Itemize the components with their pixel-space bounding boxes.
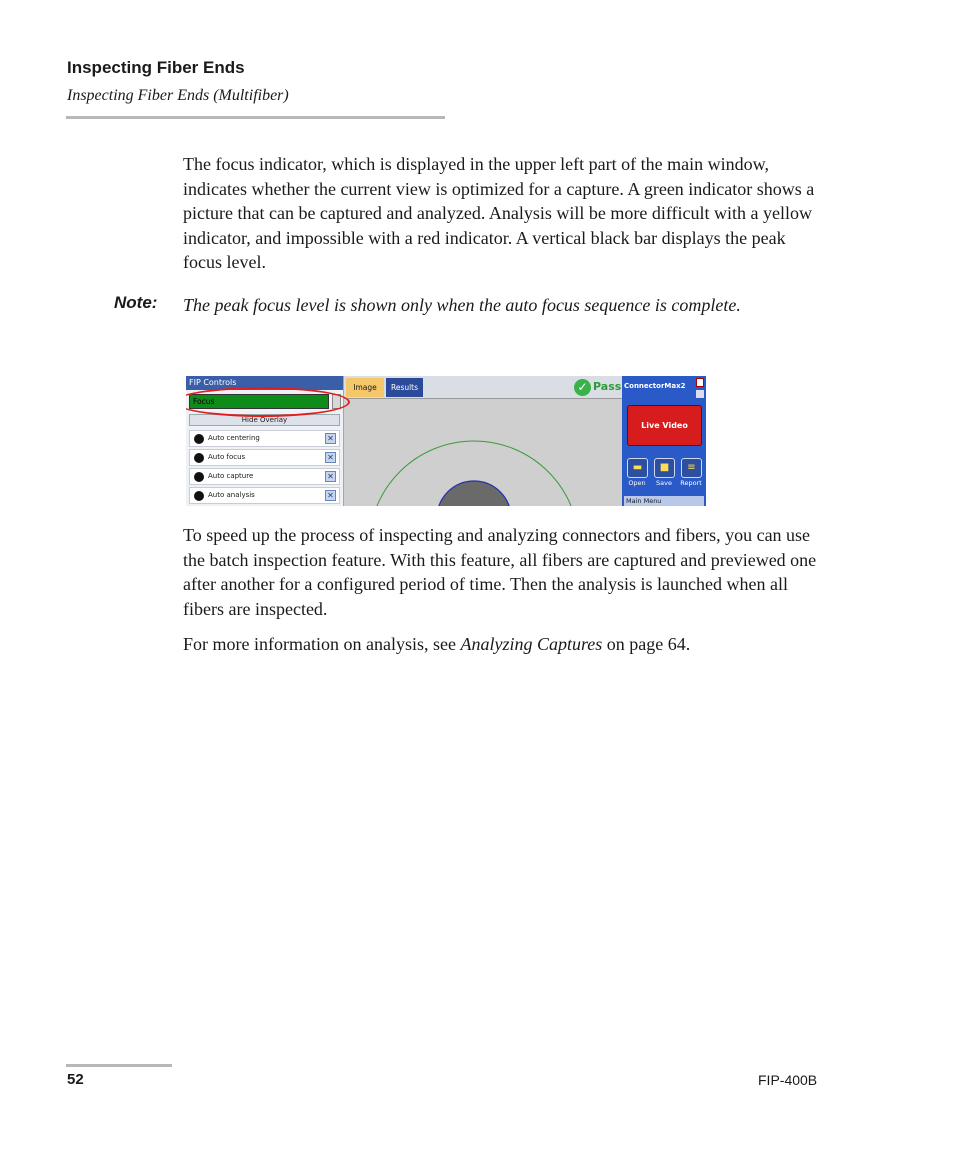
control-row-auto-analysis[interactable] — [189, 487, 340, 504]
header-divider — [66, 116, 445, 119]
close-icon[interactable]: ✕ — [325, 490, 336, 501]
cross-reference-link[interactable]: Analyzing Captures — [460, 634, 603, 654]
paragraph-focus-indicator: The focus indicator, which is displayed in the upper left part of the main window, indicates whether the current view is optimized for a capture. A green indicator shows a picture that can be captured and analyzed. Analysis will be more difficult with a yellow indicator, and impossible with a red indicator. A vertical black bar displays the peak focus level. — [183, 154, 815, 273]
note-label: Note: — [114, 293, 158, 312]
application-screenshot — [186, 376, 706, 506]
more-info-text-end: on page 64. — [602, 634, 691, 654]
page-number: 52 — [67, 1071, 84, 1088]
scroll-arrow-icon[interactable] — [696, 390, 704, 398]
check-icon: ✓ — [574, 379, 591, 396]
save-label: Save — [656, 479, 672, 487]
close-icon[interactable]: ✕ — [325, 433, 336, 444]
footer-divider — [66, 1064, 172, 1067]
pass-status: Pass — [593, 380, 622, 393]
close-icon[interactable]: ✕ — [325, 471, 336, 482]
window-close-icon[interactable] — [696, 378, 704, 387]
folder-icon[interactable]: ▬ — [627, 458, 648, 478]
report-icon[interactable]: ≡ — [681, 458, 702, 478]
note-text: The peak focus level is shown only when the auto focus sequence is complete. — [183, 295, 741, 315]
control-label: Auto analysis — [208, 491, 255, 499]
chapter-title: Inspecting Fiber Ends — [67, 58, 245, 77]
control-label: Auto centering — [208, 434, 260, 442]
paragraph-more-info — [183, 632, 823, 657]
open-label: Open — [628, 479, 646, 487]
status-dot-icon — [194, 491, 204, 501]
control-row-auto-focus[interactable] — [189, 449, 340, 466]
fip-controls-header: FIP Controls — [186, 376, 343, 390]
tab-results[interactable]: Results — [386, 378, 423, 397]
status-dot-icon — [194, 434, 204, 444]
status-dot-icon — [194, 472, 204, 482]
control-row-auto-capture[interactable] — [189, 468, 340, 485]
close-icon[interactable]: ✕ — [325, 452, 336, 463]
product-name: FIP-400B — [758, 1072, 818, 1088]
save-icon[interactable]: ■ — [654, 458, 675, 478]
section-title: Inspecting Fiber Ends (Multifiber) — [67, 87, 289, 104]
control-row-auto-centering[interactable] — [189, 430, 340, 447]
report-label: Report — [680, 479, 702, 487]
status-dot-icon — [194, 453, 204, 463]
tab-image[interactable]: Image — [346, 378, 384, 397]
control-label: Auto focus — [208, 453, 246, 461]
main-menu-label[interactable]: Main Menu — [624, 496, 704, 506]
focus-indicator: Focus — [189, 394, 329, 409]
app-title: ConnectorMax2 — [624, 382, 686, 390]
live-video-button[interactable]: Live Video — [627, 405, 702, 446]
control-label: Auto capture — [208, 472, 254, 480]
hide-overlay-button[interactable]: Hide Overlay — [189, 414, 340, 426]
more-info-text: For more information on analysis, see — [183, 634, 461, 654]
paragraph-batch-inspection: To speed up the process of inspecting and analyzing connectors and fibers, you can use the batch inspection feature. With this feature, all fibers are captured and previewed one after another for a configured period of time. Then the analysis is launched when all fibers are inspected. — [183, 525, 817, 619]
